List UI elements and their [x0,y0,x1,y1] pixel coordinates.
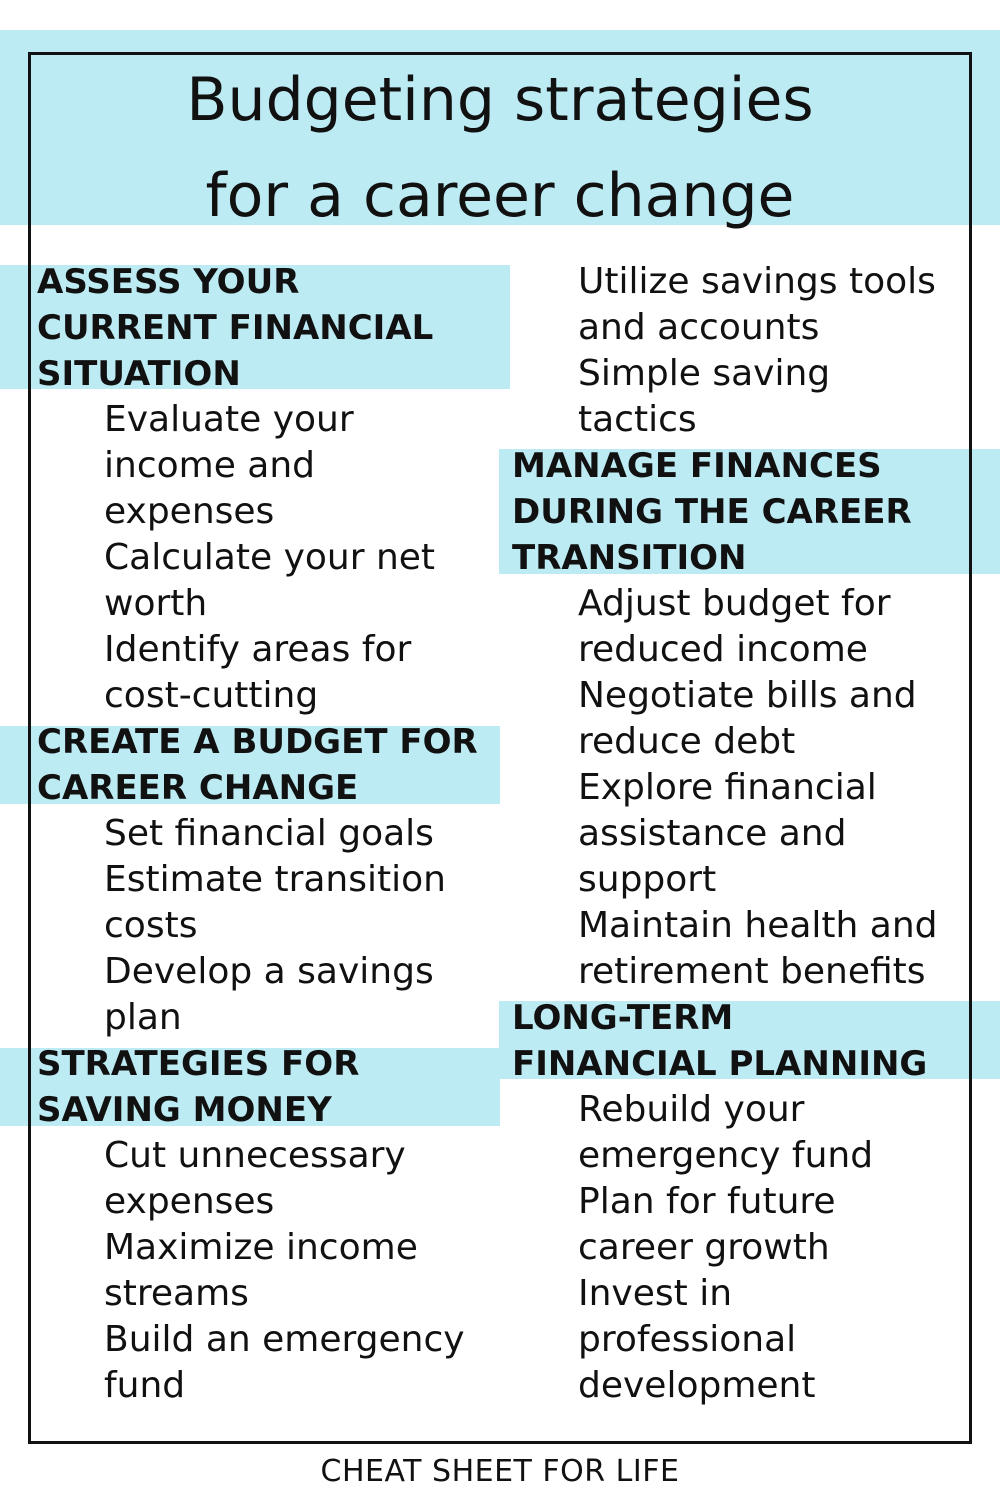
list-item: worth [104,583,208,624]
list-item: income and [104,445,316,486]
list-item: reduced income [578,629,868,670]
section-heading-longterm [512,995,927,1087]
list-item: Estimate transition [104,859,446,900]
list-item: Maximize income [104,1227,418,1268]
heading-line: CAREER CHANGE [37,768,359,808]
heading-line: STRATEGIES FOR [37,1044,360,1084]
list-item: Evaluate your [104,399,354,440]
list-item: Utilize savings tools [578,261,936,302]
list-item: cost-cutting [104,675,319,716]
list-item: Invest in [578,1273,733,1314]
heading-line: LONG-TERM [512,998,734,1038]
section-heading-manage [512,443,912,581]
list-item: Adjust budget for [578,583,891,624]
heading-line: TRANSITION [512,538,747,578]
section-items-create [104,811,446,1041]
section-items-assess [104,397,435,719]
section-items-manage [578,581,938,995]
heading-line: DURING THE CAREER [512,492,912,532]
list-item: Plan for future [578,1181,836,1222]
list-item: and accounts [578,307,820,348]
list-item: streams [104,1273,249,1314]
section-heading-strategies [37,1041,359,1133]
list-item: tactics [578,399,697,440]
section-items-saving-continued [578,259,936,443]
list-item: development [578,1365,816,1406]
list-item: expenses [104,491,275,532]
list-item: Simple saving [578,353,831,394]
heading-line: ASSESS YOUR [37,262,300,302]
footer-brand: CHEAT SHEET FOR LIFE [320,1454,680,1489]
title-line-1: Budgeting strategies [186,65,814,135]
list-item: plan [104,997,182,1038]
list-item: Build an emergency [104,1319,465,1360]
list-item: retirement benefits [578,951,926,992]
list-item: assistance and [578,813,847,854]
list-item: Maintain health and [578,905,938,946]
title-line-2: for a career change [205,161,795,231]
heading-line: CREATE A BUDGET FOR [37,722,478,762]
heading-line: MANAGE FINANCES [512,446,882,486]
list-item: emergency fund [578,1135,874,1176]
list-item: Identify areas for [104,629,412,670]
list-item: support [578,859,717,900]
list-item: fund [104,1365,186,1406]
section-heading-create [37,719,478,811]
list-item: reduce debt [578,721,796,762]
list-item: Set financial goals [104,813,434,854]
list-item: Cut unnecessary [104,1135,406,1176]
list-item: professional [578,1319,797,1360]
list-item: costs [104,905,198,946]
heading-line: SITUATION [37,354,241,394]
list-item: Rebuild your [578,1089,805,1130]
list-item: expenses [104,1181,275,1222]
list-item: Explore financial [578,767,877,808]
heading-line: SAVING MONEY [37,1090,332,1130]
list-item: career growth [578,1227,830,1268]
section-items-strategies [104,1133,465,1409]
list-item: Develop a savings [104,951,434,992]
section-heading-assess [37,259,433,397]
list-item: Negotiate bills and [578,675,917,716]
heading-line: CURRENT FINANCIAL [37,308,434,348]
heading-line: FINANCIAL PLANNING [512,1044,928,1084]
list-item: Calculate your net [104,537,436,578]
section-items-longterm [578,1087,873,1409]
